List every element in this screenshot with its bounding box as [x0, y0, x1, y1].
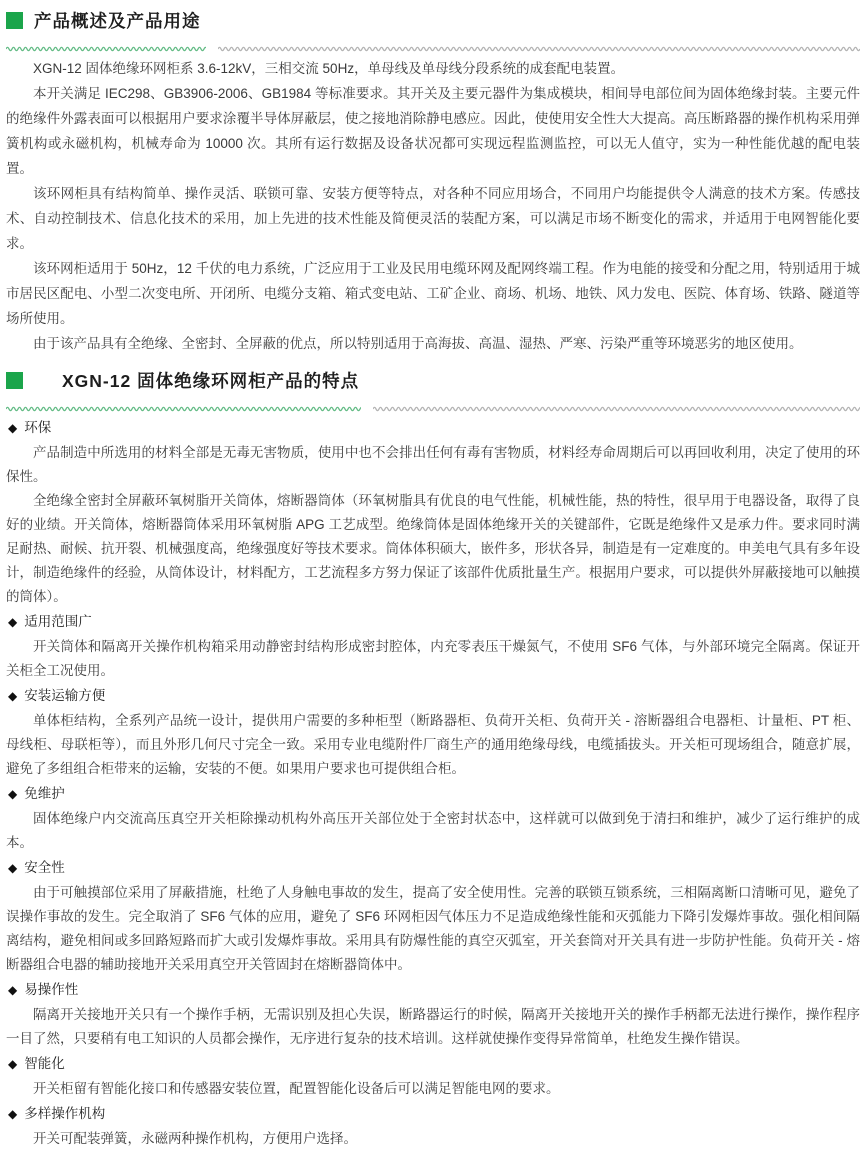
diamond-bullet-icon: ◆: [8, 689, 18, 703]
feature-item: [6, 856, 860, 977]
paragraph: 该环网柜适用于 50Hz，12 千伏的电力系统，广泛应用于工业及民用电缆环网及配网终端工程。作为电能的接受和分配之用，特别适用于城市居民区配电、小型二次变电所、开闭所、电缆分支箱、箱式变电站、工矿企业、商场、机场、地铁、风力发电、医院、体育场、铁路、隧道等场所使用。: [6, 261, 860, 326]
feature-item: [6, 1052, 860, 1101]
feature-name: 免维护: [24, 786, 65, 801]
feature-name: 易操作性: [24, 982, 79, 997]
paragraph: 该环网柜具有结构简单、操作灵活、联锁可靠、安装方便等特点，对各种不同应用场合，不同用户均能提供令人满意的技术方案。传感技术、自动控制技术、信息化技术的采用，加上先进的技术性能及简便灵活的装配方案，可以满足市场不断变化的需求，并适用于电网智能化要求。: [6, 186, 860, 251]
feature-item: [6, 1102, 860, 1151]
paragraph: 固体绝缘户内交流高压真空开关柜除操动机构外高压开关部位处于全密封状态中，这样就可以做到免于清扫和维护，减少了运行维护的成本。: [6, 811, 860, 850]
wavy-line-green: [6, 399, 361, 407]
feature-heading: [8, 1052, 860, 1076]
feature-name: 安装运输方便: [24, 688, 106, 703]
section-product-overview: [6, 8, 860, 356]
section-title: 产品概述及产品用途: [34, 11, 201, 31]
feature-name: 多样操作机构: [24, 1106, 106, 1121]
wavy-line-gray: [218, 39, 860, 47]
feature-item: [6, 684, 860, 781]
feature-heading: [8, 978, 860, 1002]
paragraph: 由于该产品具有全绝缘、全密封、全屏蔽的优点，所以特别适用于高海拔、高温、湿热、严寒、污染严重等环境恶劣的地区使用。: [33, 336, 803, 351]
section-product-features: [6, 368, 860, 1151]
feature-heading: [8, 610, 860, 634]
paragraph: 本开关满足 IEC298、GB3906-2006、GB1984 等标准要求。其开关及主要元器件为集成模块，相间导电部位间为固体绝缘封装。主要元件的绝缘件外露表面可以根据用户要求涂覆半导体屏蔽层，使之接地消除静电感应。因此，使使用安全性大大提高。高压断路器的操作机构采用弹簧机构或永磁机构，机械寿命为 10000 次。其所有运行数据及设备状况都可实现远程监测监控，可以无人值守，实为一种性能优越的配电装置。: [6, 86, 860, 176]
paragraph: 隔离开关接地开关只有一个操作手柄，无需识别及担心失误，断路器运行的时候，隔离开关接地开关的操作手柄都无法进行操作，操作程序一目了然，只要稍有电工知识的人员都会操作，无序进行复杂的技术培训。这样就使操作变得异常简单，杜绝发生操作错误。: [6, 1007, 860, 1046]
feature-heading: [8, 856, 860, 880]
feature-heading: [8, 684, 860, 708]
feature-heading: [8, 1102, 860, 1126]
diamond-bullet-icon: ◆: [8, 861, 18, 875]
green-square-icon: [6, 12, 23, 29]
feature-list: [6, 416, 860, 1151]
paragraph: 由于可触摸部位采用了屏蔽措施，杜绝了人身触电事故的发生，提高了安全使用性。完善的联锁互锁系统，三相隔离断口清晰可见，避免了误操作事故的发生。完全取消了 SF6 气体的应用，避免了 SF6 环网柜因气体压力不足造成绝缘性能和灭弧能力下降引发爆炸事故。强化相间隔离结构，避免相间或多回路短路而扩大或引发爆炸事故。采用具有防爆性能的真空灭弧室，开关套筒对开关具有进一步防护性能。负荷开关 - 熔断器组合电器的辅助接地开关采用真空开关管固封在熔断器筒体中。: [6, 885, 860, 972]
feature-name: 适用范围广: [24, 614, 92, 629]
feature-heading: [8, 416, 860, 440]
paragraph: 产品制造中所选用的材料全部是无毒无害物质，使用中也不会排出任何有毒有害物质，材料经寿命周期后可以再回收利用，决定了使用的环保性。: [6, 445, 860, 484]
feature-name: 智能化: [24, 1056, 65, 1071]
wavy-divider: [6, 39, 860, 47]
green-square-icon: [6, 372, 23, 389]
feature-item: [6, 416, 860, 609]
feature-heading: [8, 782, 860, 806]
wavy-divider: [6, 399, 860, 407]
section-title: XGN-12 固体绝缘环网柜产品的特点: [62, 371, 360, 391]
diamond-bullet-icon: ◆: [8, 421, 18, 435]
feature-item: [6, 610, 860, 683]
paragraph: 开关可配装弹簧，永磁两种操作机构，方便用户选择。: [33, 1131, 357, 1146]
diamond-bullet-icon: ◆: [8, 983, 18, 997]
diamond-bullet-icon: ◆: [8, 615, 18, 629]
diamond-bullet-icon: ◆: [8, 787, 18, 801]
wavy-line-green: [6, 39, 206, 47]
diamond-bullet-icon: ◆: [8, 1107, 18, 1121]
feature-name: 安全性: [24, 860, 65, 875]
section-header: [6, 8, 860, 33]
section-header: [6, 368, 860, 393]
section-body: [6, 56, 860, 356]
paragraph: 开关柜留有智能化接口和传感器安装位置，配置智能化设备后可以满足智能电网的要求。: [33, 1081, 560, 1096]
feature-item: [6, 978, 860, 1051]
paragraph: 全绝缘全密封全屏蔽环氧树脂开关筒体，熔断器筒体（环氧树脂具有优良的电气性能，机械性能，热的特性，很早用于电器设备，取得了良好的业绩。开关筒体，熔断器筒体采用环氧树脂 APG 工艺成型。绝缘筒体是固体绝缘开关的关键部件，它既是绝缘件又是承力件。要求同时满足耐热、耐候、抗开裂、机械强度高，绝缘强度好等技术要求。筒体体积硕大，嵌件多，形状各异，制造是有一定难度的。申美电气具有多年设计，制造绝缘件的经验，从筒体设计，材料配方，工艺流程多方努力保证了该部件优质批量生产。根据用户要求，可以提供外屏蔽接地可以触摸的筒体）。: [6, 493, 860, 604]
paragraph: 开关筒体和隔离开关操作机构箱采用动静密封结构形成密封腔体，内充零表压干燥氮气，不使用 SF6 气体，与外部环境完全隔离。保证开关柜全工况使用。: [6, 639, 860, 678]
diamond-bullet-icon: ◆: [8, 1057, 18, 1071]
paragraph: 单体柜结构，全系列产品统一设计，提供用户需要的多种柜型（断路器柜、负荷开关柜、负荷开关 - 溶断器组合电器柜、计量柜、PT 柜、母线柜、母联柜等），而且外形几何尺寸完全一致。采用专业电缆附件厂商生产的通用绝缘母线，电缆插拔头。开关柜可现场组合，随意扩展，避免了多组组合柜带来的运输，安装的不便。如果用户要求也可提供组合柜。: [6, 713, 860, 776]
feature-item: [6, 782, 860, 855]
wavy-line-gray: [373, 399, 860, 407]
feature-name: 环保: [24, 420, 52, 435]
paragraph: XGN-12 固体绝缘环网柜系 3.6-12kV，三相交流 50Hz，单母线及单母线分段系统的成套配电装置。: [33, 61, 625, 76]
